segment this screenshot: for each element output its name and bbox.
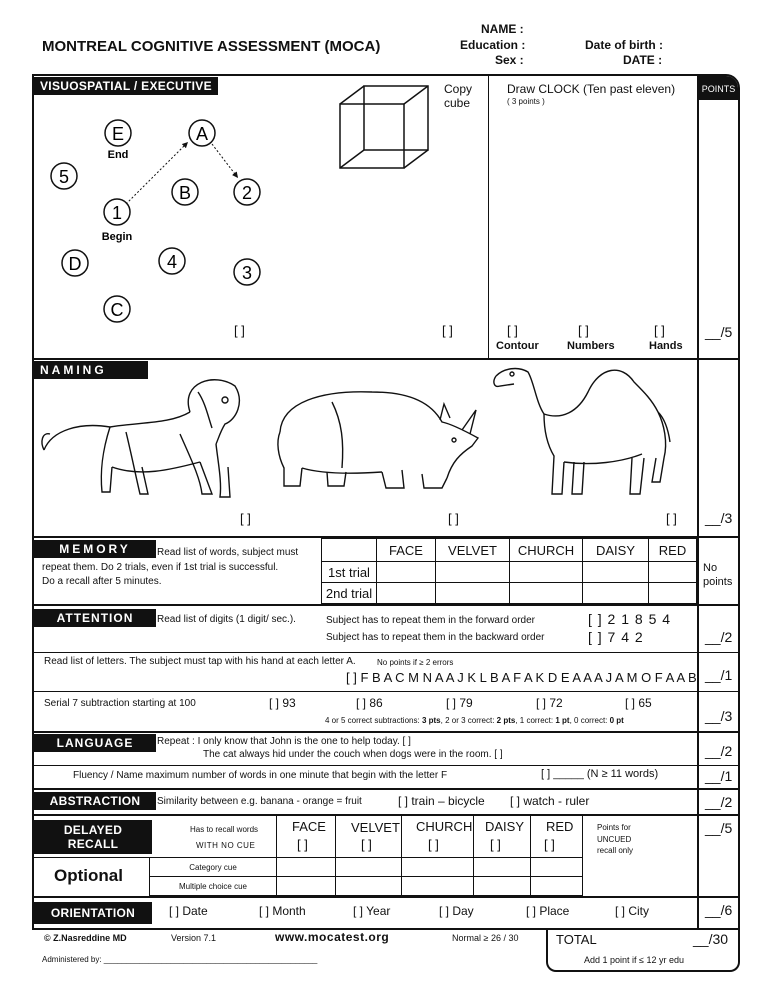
- letters-score[interactable]: __/1: [705, 667, 733, 683]
- svg-text:D: D: [68, 254, 82, 274]
- trial-cell[interactable]: [435, 582, 510, 604]
- category-cue-label: Category cue: [149, 857, 277, 877]
- repeat-sentence-2: The cat always hid under the couch when dogs were in the room. [ ]: [203, 749, 503, 760]
- orientation-month[interactable]: [ ] Month: [259, 904, 306, 918]
- fluency-instruction: Fluency / Name maximum number of words in one minute that begin with the letter F: [73, 770, 448, 781]
- end-label: End: [107, 149, 129, 161]
- delayed-word-church: CHURCH: [416, 819, 473, 834]
- trial-1-label: 1st trial: [321, 561, 377, 583]
- orientation-city[interactable]: [ ] City: [615, 904, 650, 918]
- camel-drawing: [492, 362, 674, 502]
- cue-cell[interactable]: [276, 857, 336, 877]
- attention-header: ATTENTION: [34, 609, 156, 627]
- version-text: Version 7.1: [171, 933, 217, 943]
- abstraction-header: ABSTRACTION: [34, 792, 156, 810]
- language-header: LANGUAGE: [34, 734, 156, 752]
- forward-digits[interactable]: [ ] 2 1 8 5 4: [588, 611, 672, 627]
- visuospatial-header: VISUOSPATIAL / EXECUTIVE: [34, 77, 218, 95]
- memory-instruction-2: repeat them. Do 2 trials, even if 1st trial is successful.: [42, 562, 279, 573]
- cue-cell[interactable]: [473, 876, 531, 896]
- hands-checkbox[interactable]: [ ]: [654, 323, 665, 338]
- orientation-date[interactable]: [ ] Date: [169, 904, 208, 918]
- memory-word-velvet: VELVET: [435, 538, 510, 562]
- memory-word-red: RED: [648, 538, 697, 562]
- delayed-checkbox[interactable]: [ ]: [490, 837, 501, 852]
- copy-cube-label: Copy: [444, 82, 473, 96]
- abstraction-instruction: Similarity between e.g. banana - orange = fruit: [157, 796, 362, 807]
- trail-checkbox[interactable]: [ ]: [234, 323, 245, 338]
- numbers-label: Numbers: [567, 340, 615, 352]
- trial-cell[interactable]: [648, 582, 697, 604]
- abstraction-watch-ruler[interactable]: [ ] watch - ruler: [510, 794, 590, 808]
- memory-word-church: CHURCH: [509, 538, 583, 562]
- cue-cell[interactable]: [335, 876, 402, 896]
- uncued-points-label: Points for: [597, 823, 631, 832]
- orientation-year[interactable]: [ ] Year: [353, 904, 391, 918]
- trail-node-c: [104, 296, 130, 322]
- delayed-word-red: RED: [546, 819, 574, 834]
- delayed-score[interactable]: __/5: [705, 820, 733, 836]
- delayed-word-face: FACE: [292, 819, 326, 834]
- digits-instruction: Read list of digits (1 digit/ sec.).: [157, 614, 296, 625]
- svg-text:C: C: [110, 300, 124, 320]
- trial-cell[interactable]: [582, 582, 649, 604]
- trail-node-d: [62, 250, 88, 276]
- visuospatial-score[interactable]: __/5: [705, 324, 733, 340]
- trail-making-diagram: [40, 100, 280, 340]
- cue-cell[interactable]: [335, 857, 402, 877]
- orientation-header: ORIENTATION: [34, 902, 152, 924]
- clock-points: ( 3 points ): [507, 97, 545, 106]
- naming-header: NAMING: [34, 361, 148, 379]
- divider: [32, 765, 740, 766]
- letters-rule: No points if ≥ 2 errors: [377, 658, 454, 667]
- website-link[interactable]: www.mocatest.org: [275, 930, 390, 944]
- divider: [32, 652, 740, 653]
- sex-label: Sex :: [495, 53, 524, 67]
- clock-title: Draw CLOCK (Ten past eleven): [507, 82, 676, 96]
- digits-score[interactable]: __/2: [705, 629, 733, 645]
- fluency-score[interactable]: __/1: [705, 768, 733, 784]
- rhino-drawing: [272, 382, 482, 494]
- trial-cell[interactable]: [376, 561, 436, 583]
- memory-word-daisy: DAISY: [582, 538, 649, 562]
- cue-cell[interactable]: [401, 876, 474, 896]
- divider: [32, 691, 740, 692]
- optional-label: Optional: [54, 866, 123, 885]
- name-label: NAME :: [481, 22, 524, 36]
- copyright-text: © Z.Nasreddine MD: [44, 933, 127, 943]
- rhino-checkbox[interactable]: [ ]: [448, 511, 459, 526]
- memory-table: [321, 538, 697, 604]
- orientation-place[interactable]: [ ] Place: [526, 904, 570, 918]
- abstraction-score[interactable]: __/2: [705, 794, 733, 810]
- delayed-no-cue: WITH NO CUE: [196, 841, 256, 850]
- trail-node-3: [234, 259, 260, 285]
- trial-cell[interactable]: [509, 561, 583, 583]
- divider: [32, 788, 740, 790]
- abstraction-train-bicycle[interactable]: [ ] train – bicycle: [398, 794, 485, 808]
- contour-checkbox[interactable]: [ ]: [507, 323, 518, 338]
- divider: [32, 857, 583, 858]
- trail-node-5: [51, 163, 77, 189]
- contour-label: Contour: [496, 340, 539, 352]
- delayed-word-daisy: DAISY: [485, 819, 525, 834]
- memory-instruction-3: Do a recall after 5 minutes.: [42, 576, 162, 587]
- uncued-points-label-2: UNCUED: [597, 835, 632, 844]
- page-title: MONTREAL COGNITIVE ASSESSMENT (MOCA): [42, 38, 381, 55]
- delayed-checkbox[interactable]: [ ]: [297, 837, 308, 852]
- divider: [32, 604, 740, 606]
- serial-86[interactable]: [ ] 86: [356, 696, 383, 710]
- points-header: POINTS: [699, 76, 738, 100]
- trail-node-a: [189, 120, 215, 146]
- points-divider: [697, 74, 699, 930]
- serial-93[interactable]: [ ] 93: [269, 696, 296, 710]
- svg-text:B: B: [178, 183, 192, 203]
- normal-range: Normal ≥ 26 / 30: [452, 933, 519, 943]
- naming-score[interactable]: __/3: [705, 510, 733, 526]
- divider: [32, 358, 740, 360]
- trail-node-4: [159, 248, 185, 274]
- repeat-score[interactable]: __/2: [705, 743, 733, 759]
- svg-text:2: 2: [241, 183, 253, 203]
- clock-divider: [488, 76, 489, 358]
- total-score[interactable]: __/30: [693, 931, 729, 947]
- begin-label: Begin: [101, 231, 133, 243]
- trial-cell[interactable]: [376, 582, 436, 604]
- camel-checkbox[interactable]: [ ]: [666, 511, 677, 526]
- svg-text:1: 1: [111, 203, 123, 223]
- total-label: TOTAL: [556, 932, 597, 947]
- numbers-checkbox[interactable]: [ ]: [578, 323, 589, 338]
- memory-instruction: Read list of words, subject must: [157, 547, 299, 558]
- date-label: DATE :: [623, 53, 663, 67]
- fluency-box[interactable]: [ ] _____ (N ≥ 11 words): [541, 768, 659, 780]
- delayed-checkbox[interactable]: [ ]: [428, 837, 439, 852]
- multiple-choice-label: Multiple choice cue: [149, 876, 277, 896]
- cue-cell[interactable]: [401, 857, 474, 877]
- lion-checkbox[interactable]: [ ]: [240, 511, 251, 526]
- trail-node-b: [172, 179, 198, 205]
- serial-65[interactable]: [ ] 65: [625, 696, 652, 710]
- serial-instruction: Serial 7 subtraction starting at 100: [44, 698, 196, 709]
- trial-cell[interactable]: [435, 561, 510, 583]
- administered-by[interactable]: Administered by: ________________________________________________: [42, 955, 318, 964]
- backward-instruction: Subject has to repeat them in the backward order: [326, 632, 545, 643]
- no-points-label: No: [703, 562, 718, 574]
- svg-text:A: A: [195, 124, 209, 144]
- svg-text:4: 4: [166, 252, 178, 272]
- serial-rule: 4 or 5 correct subtractions: 3 pts, 2 or 3 correct: 2 pts, 1 correct: 1 pt, 0 correct: 0 pt: [325, 716, 624, 725]
- trail-node-2: [234, 179, 260, 205]
- copy-cube-label-2: cube: [444, 96, 471, 110]
- backward-digits[interactable]: [ ] 7 4 2: [588, 629, 644, 645]
- svg-text:3: 3: [241, 263, 253, 283]
- cube-figure: [336, 82, 436, 178]
- orientation-score[interactable]: __/6: [705, 902, 733, 918]
- uncued-points-label-3: recall only: [597, 846, 634, 855]
- trail-node-e: [105, 120, 131, 146]
- cube-checkbox[interactable]: [ ]: [442, 323, 453, 338]
- delayed-word-velvet: VELVET: [351, 820, 400, 835]
- trail-node-1: [104, 199, 130, 225]
- trial-cell[interactable]: [582, 561, 649, 583]
- lion-drawing: [40, 372, 245, 507]
- delayed-checkbox[interactable]: [ ]: [361, 837, 372, 852]
- dob-label: Date of birth :: [585, 38, 663, 52]
- divider: [32, 896, 740, 898]
- delayed-recall-header: DELAYED RECALL: [34, 820, 152, 854]
- svg-text:5: 5: [58, 167, 70, 187]
- hands-label: Hands: [649, 340, 683, 352]
- divider: [32, 731, 740, 733]
- svg-text:E: E: [111, 124, 125, 144]
- delayed-checkbox[interactable]: [ ]: [544, 837, 555, 852]
- cue-cell[interactable]: [473, 857, 531, 877]
- serial-72[interactable]: [ ] 72: [536, 696, 563, 710]
- letters-instruction: Read list of letters. The subject must tap with his hand at each letter A.: [44, 656, 356, 667]
- trial-cell[interactable]: [648, 561, 697, 583]
- education-adjustment: Add 1 point if ≤ 12 yr edu: [584, 955, 685, 965]
- education-label: Education :: [460, 38, 526, 52]
- cue-cell[interactable]: [530, 857, 583, 877]
- forward-instruction: Subject has to repeat them in the forward order: [326, 615, 536, 626]
- serial-79[interactable]: [ ] 79: [446, 696, 473, 710]
- memory-word-face: FACE: [376, 538, 436, 562]
- repeat-sentence-1: Repeat : I only know that John is the one to help today. [ ]: [157, 736, 411, 747]
- delayed-instruction: Has to recall words: [190, 825, 259, 834]
- no-points-label-2: points: [703, 576, 733, 588]
- orientation-day[interactable]: [ ] Day: [439, 904, 474, 918]
- cue-cell[interactable]: [276, 876, 336, 896]
- trial-2-label: 2nd trial: [321, 582, 377, 604]
- trial-cell[interactable]: [509, 582, 583, 604]
- letters-list[interactable]: [ ] F B A C M N A A J K L B A F A K D E A A A J A M O F A A B: [346, 670, 697, 685]
- cue-cell[interactable]: [530, 876, 583, 896]
- serial-score[interactable]: __/3: [705, 708, 733, 724]
- memory-header: MEMORY: [34, 540, 156, 558]
